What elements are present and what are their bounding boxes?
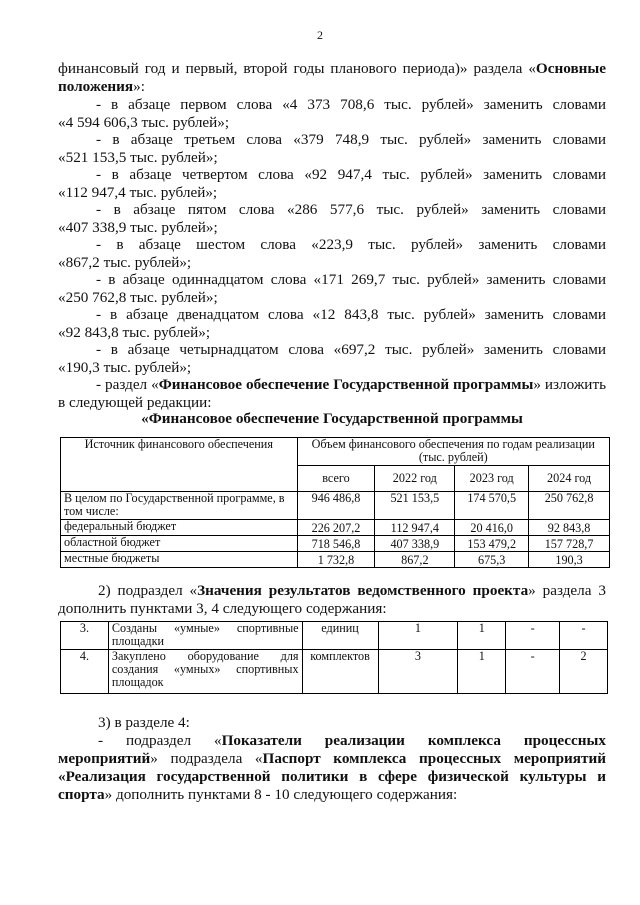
cell-2024: 92 843,8 xyxy=(529,520,610,536)
item-3-a: - в абзаце четвертом слова «92 947,4 тыс. рублей» заменить словами xyxy=(96,166,606,183)
cell-2024: 157 728,7 xyxy=(529,536,610,552)
item-4-a: - в абзаце пятом слова «286 577,6 тыс. рублей» заменить словами xyxy=(96,201,606,218)
table-row xyxy=(61,492,610,520)
item-2-b: «521 153,5 тыс. рублей»; xyxy=(58,149,218,166)
para3-line-2: мероприятий» подраздела «Паспорт комплекса процессных мероприятий xyxy=(58,750,606,767)
cell-total: 718 546,8 xyxy=(297,536,375,552)
row-value-1: 1 xyxy=(378,622,458,650)
row-unit: комплектов xyxy=(302,650,378,694)
cell-2023: 675,3 xyxy=(455,552,529,568)
intro-line-2: положения»: xyxy=(58,78,145,95)
item-2-a: - в абзаце третьем слова «379 748,9 тыс. рублей» заменить словами xyxy=(96,131,606,148)
page-number: 2 xyxy=(317,28,323,42)
table-row xyxy=(61,520,610,536)
row-value-3: - xyxy=(506,650,560,694)
cell-2023: 174 570,5 xyxy=(455,492,529,520)
cell-2022: 112 947,4 xyxy=(375,520,455,536)
item-5-b: «867,2 тыс. рублей»; xyxy=(58,254,192,271)
item-8-b: «190,3 тыс. рублей»; xyxy=(58,359,192,376)
table-row xyxy=(61,622,608,650)
item-5-a: - в абзаце шестом слова «223,9 тыс. рублей» заменить словами xyxy=(96,236,606,253)
header-2023: 2023 год xyxy=(455,466,529,492)
row-value-2: 1 xyxy=(458,650,506,694)
header-2024: 2024 год xyxy=(529,466,610,492)
header-volume: Объем финансового обеспечения по годам реализации (тыс. рублей) xyxy=(297,438,609,466)
para3-line-4: спорта» дополнить пунктами 8 - 10 следующего содержания: xyxy=(58,786,458,803)
cell-2022: 407 338,9 xyxy=(375,536,455,552)
cell-2023: 153 479,2 xyxy=(455,536,529,552)
cell-2024: 190,3 xyxy=(529,552,610,568)
item-4-b: «407 338,9 тыс. рублей»; xyxy=(58,219,218,236)
row-value-4: 2 xyxy=(560,650,608,694)
cell-2023: 20 416,0 xyxy=(455,520,529,536)
section-change-line-2: в следующей редакции: xyxy=(58,394,212,411)
row-name: Созданы «умные» спортивные площадки xyxy=(108,622,302,650)
para3-line-1: - подраздел «Показатели реализации комплекса процессных xyxy=(98,732,606,749)
row-name: Закуплено оборудование для создания «умных» спортивных площадок xyxy=(108,650,302,694)
row-value-1: 3 xyxy=(378,650,458,694)
row-number: 3. xyxy=(61,622,109,650)
item-6-b: «250 762,8 тыс. рублей»; xyxy=(58,289,218,306)
para2-line-2: дополнить пунктами 3, 4 следующего содержания: xyxy=(58,600,387,617)
row-value-2: 1 xyxy=(458,622,506,650)
section-change-line-1: - раздел «Финансовое обеспечение Государственной программы» изложить xyxy=(96,376,607,393)
row-name: В целом по Государственной программе, в том числе: xyxy=(61,492,298,520)
row-value-3: - xyxy=(506,622,560,650)
section-heading: «Финансовое обеспечение Государственной программы xyxy=(141,410,523,427)
cell-total: 946 486,8 xyxy=(297,492,375,520)
para3-line-3: «Реализация государственной политики в сфере физической культуры и xyxy=(58,768,606,785)
cell-total: 1 732,8 xyxy=(297,552,375,568)
row-number: 4. xyxy=(61,650,109,694)
item-3-b: «112 947,4 тыс. рублей»; xyxy=(58,184,218,201)
item-7-b: «92 843,8 тыс. рублей»; xyxy=(58,324,211,341)
cell-2022: 521 153,5 xyxy=(375,492,455,520)
table-row xyxy=(61,650,608,694)
row-name: местные бюджеты xyxy=(61,552,298,568)
item-6-a: - в абзаце одиннадцатом слова «171 269,7 тыс. рублей» заменить словами xyxy=(96,271,606,288)
header-total: всего xyxy=(297,466,375,492)
row-name: федеральный бюджет xyxy=(61,520,298,536)
header-source: Источник финансового обеспечения xyxy=(61,438,298,492)
row-unit: единиц xyxy=(302,622,378,650)
cell-total: 226 207,2 xyxy=(297,520,375,536)
row-name: областной бюджет xyxy=(61,536,298,552)
table-row xyxy=(61,552,610,568)
results-table xyxy=(60,621,608,694)
item-1-b: «4 594 606,3 тыс. рублей»; xyxy=(58,114,230,131)
row-value-4: - xyxy=(560,622,608,650)
item-8-a: - в абзаце четырнадцатом слова «697,2 тыс. рублей» заменить словами xyxy=(96,341,606,358)
cell-2022: 867,2 xyxy=(375,552,455,568)
item-1-a: - в абзаце первом слова «4 373 708,6 тыс. рублей» заменить словами xyxy=(96,96,606,113)
para3-head: 3) в разделе 4: xyxy=(98,714,190,731)
intro-line-1: финансовый год и первый, второй годы планового периода)» раздела «Основные xyxy=(58,60,606,77)
cell-2024: 250 762,8 xyxy=(529,492,610,520)
table-row xyxy=(61,536,610,552)
item-7-a: - в абзаце двенадцатом слова «12 843,8 тыс. рублей» заменить словами xyxy=(96,306,606,323)
header-2022: 2022 год xyxy=(375,466,455,492)
para2-line-1: 2) подраздел «Значения результатов ведомственного проекта» раздела 3 xyxy=(98,582,606,599)
financing-table xyxy=(60,437,610,568)
